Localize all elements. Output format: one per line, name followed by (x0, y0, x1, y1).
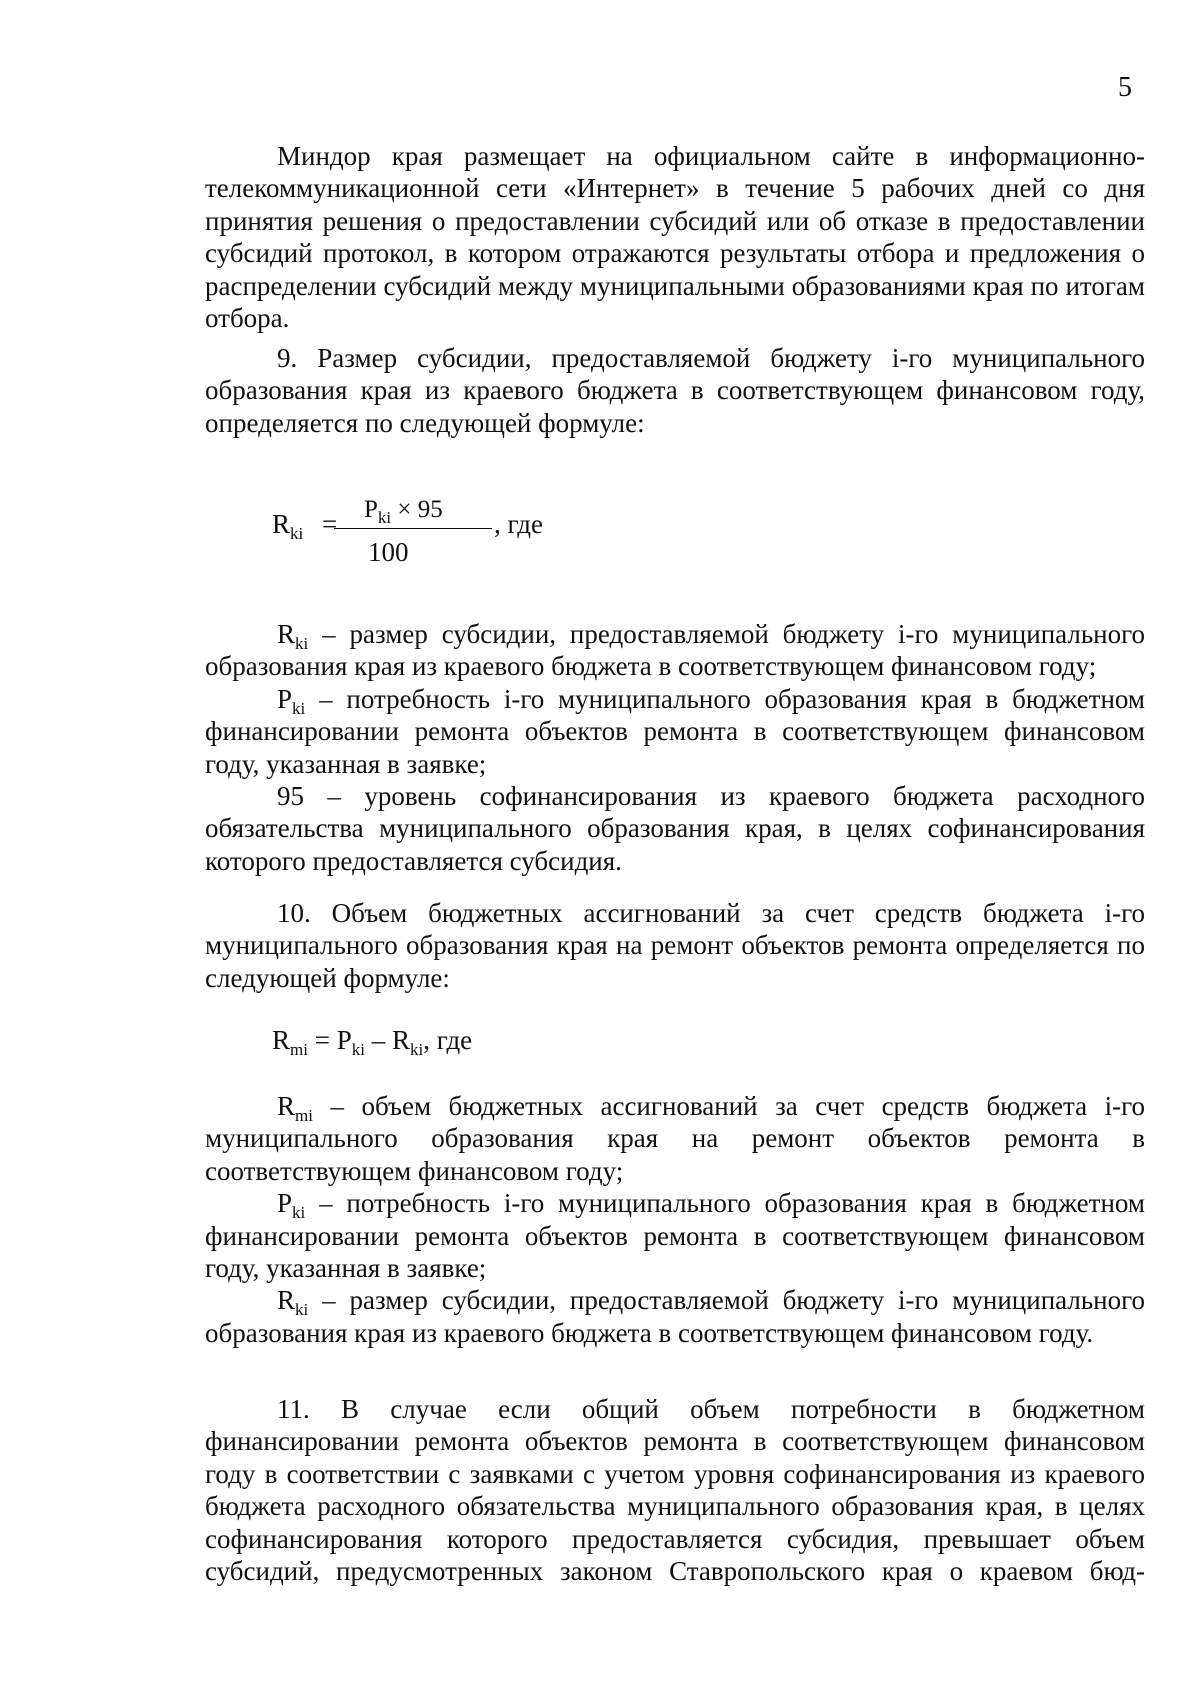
paragraph-intro (205, 140, 1145, 334)
paragraph-10-text: 10. Объем бюджетных ассигнований за счет средств бюджета i-го муниципального образования края на ремонт объектов ремонта определяется по следующей формуле: (205, 898, 1145, 993)
paragraph-11-text: 11. В случае если общий объем потребности в бюджетном финансировании ремонта объектов ремонта в соответствующем финансовом году в соответствии с заявками с учетом уровня софинансирования из краевого бюджета расходного обязательства муниципального образования края, в целях софинансирования которого предоставляется субсидия, превышает объем субсидий, предусмотренных законом Ставропольского края о краевом бюд- (205, 1394, 1145, 1587)
formula-eq: = (322, 509, 338, 539)
fraction-bar (334, 528, 492, 529)
formula-denominator: 100 (368, 537, 409, 567)
paragraph-11 (205, 1393, 1145, 1587)
definitions-2 (205, 1090, 1145, 1349)
paragraph-10 (205, 897, 1145, 994)
definition-rki-2: $R_{ki}$ – размер субсидии, предоставляемой бюджету i-го муниципального образования края из краевого бюджета в соответствующем финансовом году. (205, 1285, 1145, 1348)
paragraph-9 (205, 342, 1145, 439)
paragraph-9-text: 9. Размер субсидии, предоставляемой бюджету i-го муниципального образования края из краевого бюджета в соответствующем финансовом году, определяется по следующей формуле: (205, 343, 1145, 438)
formula-lhs: $R_{ki}$ (272, 509, 304, 543)
definition-pki: $P_{ki}$ – потребность i-го муниципального образования края в бюджетном финансировании ремонта объектов ремонта в соответствующем финансовом году, указанная в заявке; (205, 683, 1145, 779)
formula-subsidy (272, 478, 572, 567)
definition-rmi: $R_{mi}$ – объем бюджетных ассигнований за счет средств бюджета i-го муниципального образования края на ремонт объектов ремонта в соответствующем финансовом году; (205, 1091, 1145, 1186)
paragraph-intro-text: Миндор края размещает на официальном сайте в информационно-телекоммуникационной сети «Интернет» в течение 5 рабочих дней со дня принятия решения о предоставлении субсидий или об отказе в предоставлении субсидий протокол, в котором отражаются результаты отбора и предложения о распределении субсидий между муниципальными образованиями края по итогам отбора. (205, 141, 1145, 334)
definition-rki: $R_{ki}$ – размер субсидии, предоставляемой бюджету i-го муниципального образования края из краевого бюджета в соответствующем финансовом году; (205, 619, 1145, 682)
definition-pki-2: $P_{ki}$ – потребность i-го муниципального образования края в бюджетном финансировании ремонта объектов ремонта в соответствующем финансовом году, указанная в заявке; (205, 1188, 1145, 1284)
definition-95: 95 – уровень софинансирования из краевого бюджета расходного обязательства муниципального образования края, в целях софинансирования которого предоставляется субсидия. (205, 781, 1145, 876)
formula-numerator: $P_{ki} \times 95$ (364, 496, 443, 527)
page-number: 5 (1118, 72, 1132, 103)
definitions-1 (205, 618, 1145, 877)
formula-budget-allocation: $R_{mi} = P_{ki} - R_{ki}$, где (272, 1025, 473, 1059)
formula-where: , где (494, 509, 543, 539)
